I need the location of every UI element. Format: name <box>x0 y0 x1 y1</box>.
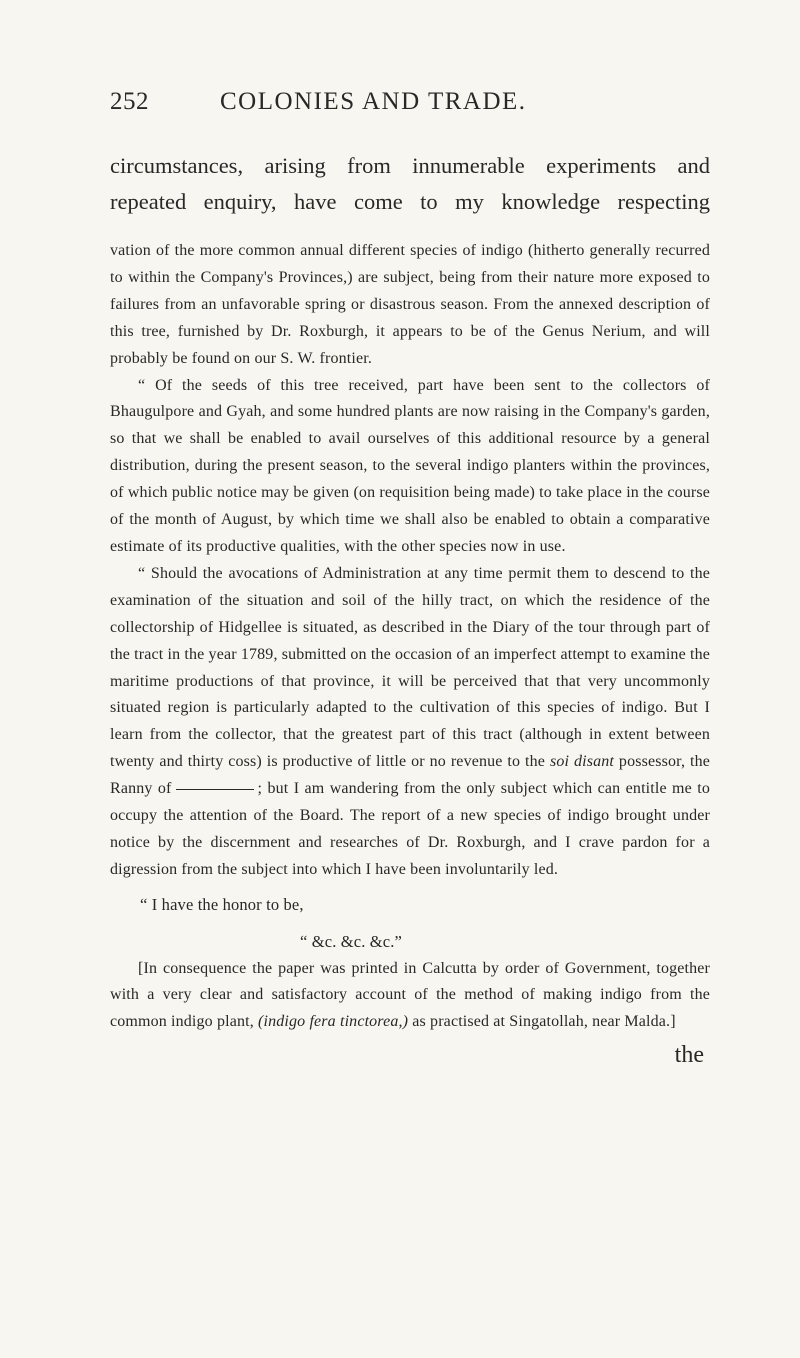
closing-salutation: “ I have the honor to be, <box>140 894 304 914</box>
lead-text <box>110 148 710 220</box>
lead-line-1: circumstances, arising from innumerable experiments and <box>110 153 710 178</box>
blank-dash <box>176 789 254 790</box>
letter-body <box>110 238 710 1036</box>
note-part-1: [In consequence the paper was printed in Calcutta by order of Government, together with a very clear and satisfactory account of the method of making indigo from the common indigo plant, <box>110 959 710 1031</box>
editorial-note <box>110 956 710 1037</box>
paragraph-seeds: “ Of the seeds of this tree received, part have been sent to the collectors of Bhaugulpore and Gyah, and some hundred plants are now raising in the Company's garden, so that we shall be enabled to avail ourselves of this additional resource by a general distribution, during the present season, to the several indigo planters within the provinces, of which public notice may be given (on requisition being made) to take place in the course of the month of August, by which time we shall also be enabled to obtain a comparative estimate of its productive qualities, with the other species now in use. <box>110 376 710 555</box>
page-header <box>110 88 710 128</box>
paragraph-hidgellee-part-1: “ Should the avocations of Administration at any time permit them to descend to the examination of the situation and soil of the hilly tract, on which the residence of the collectorship of Hidgellee is situated, as described in the Diary of the tour through part of the tract in the year 1789, submitted on the occasion of an imperfect attempt to examine the maritime productions of that province, it will be perceived that that very uncommonly situated region is particularly adapted to the cultivation of this species of indigo. But I learn from the collector, that the greatest part of this tract (although in extent between twenty and thirty coss) is productive of little or no revenue to the <box>110 564 710 771</box>
catchword: the <box>674 1042 704 1069</box>
soi-disant-italic: soi disant <box>549 753 615 771</box>
closing-etc: “ &c. &c. &c.” <box>300 931 402 951</box>
paragraph-continuation: vation of the more common annual different species of indigo (hitherto generally recurred to within the Company's Provinces,) are subject, being from their nature more exposed to failures from an unfavorable spring or disastrous season. From the annexed description of this tree, furnished by Dr. Roxburgh, it appears to be of the Genus Nerium, and will probably be found on our S. W. frontier. <box>110 242 710 367</box>
running-head: COLONIES AND TRADE. <box>220 88 527 115</box>
note-part-2: as practised at Singatollah, near Malda.] <box>412 1013 676 1031</box>
paragraph-hidgellee-part-2: possessor, the Ranny of <box>110 753 711 798</box>
lead-line-2: repeated enquiry, have come to my knowledge respecting <box>110 189 710 214</box>
paragraph-hidgellee-part-3: ; but I am wandering from the only subject which can entitle me to occupy the attention of the Board. The report of a new species of indigo brought under notice by the discernment and researches of Dr. Roxburgh, and I crave pardon for a digression from the subject into which I have been involuntarily led. <box>110 780 710 878</box>
note-italic-plant-name: (indigo fera tinctorea,) <box>258 1013 409 1031</box>
book-page <box>110 88 710 1069</box>
page-number: 252 <box>110 88 149 115</box>
paragraph-hidgellee <box>110 561 710 884</box>
